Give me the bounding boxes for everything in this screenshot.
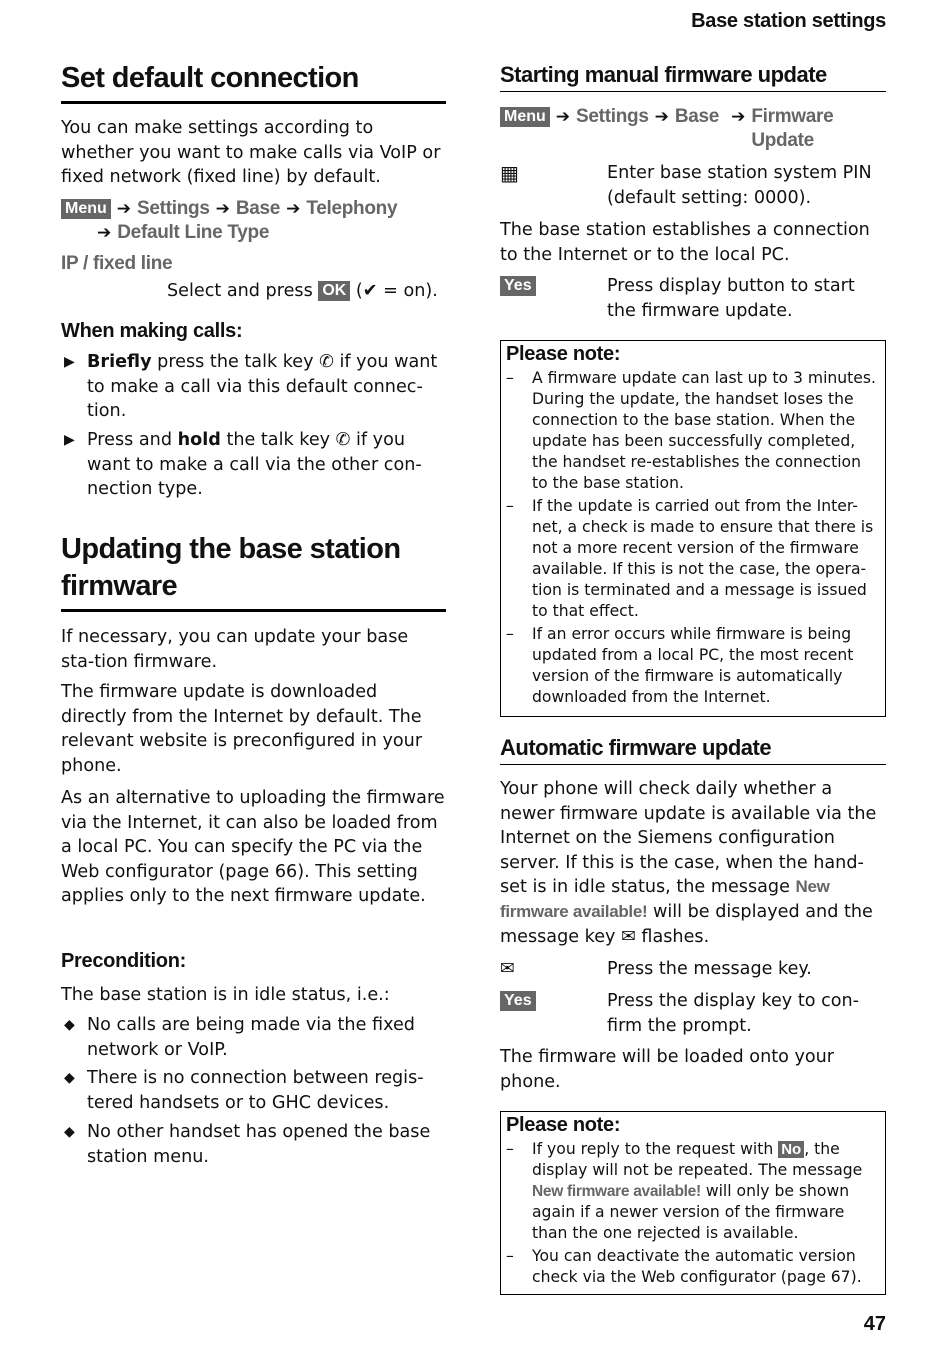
updating-firmware-heading: Updating the base station firmware [61,531,446,612]
new-firmware-display-text: New firmware available! [532,1183,701,1200]
arrow-icon: ➔ [286,199,301,219]
precondition-item: There is no connection between regis-tered handsets or to GHC devices. [87,1068,424,1113]
path-telephony: Telephony [306,198,398,219]
updating-firmware-heading-wrap [61,531,446,612]
new-firmware-display-text: New firmware available! [500,877,830,921]
b2-text-cont: the talk key [226,430,331,450]
auto-text-b: will be displayed and the message key [500,901,873,947]
path-base: Base [235,198,281,219]
message-step-text: Press the message key. [607,959,812,979]
list-item [61,1066,446,1115]
firmware-p1: If necessary, you can update your base sta-tion firmware. [61,627,409,672]
note-text: If you reply to the request with [532,1140,774,1158]
arrow-icon: ➔ [555,107,571,127]
note-text: If an error occurs while firmware is being updated from a local PC, the most recent version of the firmware is automatically downloaded from the Internet. [532,625,854,706]
arrow-icon: ➔ [97,223,112,243]
hold-text: hold [177,430,221,450]
note-item: – You can deactivate the automatic version check via the Web configurator (page 67). [506,1247,862,1286]
note-text: You can deactivate the automatic version check via the Web configurator (page 67). [532,1247,862,1286]
auto-update-text [500,777,886,949]
menu-key: Menu [61,199,111,219]
manual-update-heading-wrap [500,62,886,92]
list-item [61,428,446,502]
no-key: No [778,1141,804,1158]
note-text: will only be shown again if a newer version of the firmware than the one rejected is available. [532,1182,850,1242]
loaded-text: The firmware will be loaded onto your phone. [500,1047,835,1092]
note-item: – If the update is carried out from the Inter-net, a check is made to ensure that there is not a more recent version of the firmware available. If this is not the case, the opera-tion is terminated and a message is issued to that effect. [506,497,874,620]
envelope-icon: ✉ [500,959,515,979]
yes-confirm-text: Press the display key to con-firm the prompt. [607,991,860,1036]
note-text: A firmware update can last up to 3 minutes. During the update, the handset loses the connection to the base station. When the update has been successfully completed, the handset re-establishes the connection to the base station. [532,369,876,492]
menu-key: Menu [500,107,550,127]
arrow-icon: ➔ [116,199,132,219]
set-default-connection-heading-wrap [61,60,446,104]
arrow-icon: ➔ [654,107,669,127]
message-step [500,957,886,983]
manual-update-heading: Starting manual firmware update [500,62,886,92]
note-item: – If you reply to the request with No , the display will not be repeated. The message New firmware available! will only be shown again if a newer version of the firmware than the one rejected is available. [506,1140,863,1242]
diamond-bullet-icon: ◆ [64,1070,75,1086]
arrow-icon: ➔ [215,199,230,219]
list-item [61,350,446,424]
set-default-intro: You can make settings according to whether you want to make calls via VoIP or fixed network (fixed line) by default. [61,118,441,188]
path-default-line-type: Default Line Type [117,222,270,243]
auto-note-box [500,1111,886,1295]
note-title: Please note: [506,1114,621,1136]
checkmark-icon: ✔ [362,281,378,301]
path-settings: Settings [576,106,649,127]
yes-key: Yes [500,991,536,1011]
precondition-text: The base station is in idle status, i.e.: [61,985,390,1005]
menu-path [500,105,886,153]
ok-key: OK [318,281,350,301]
b1-text: press the talk key [157,352,314,372]
keypad-icon: ▦ [500,161,519,185]
firmware-p2: The firmware update is downloaded directly from the Internet by default. The relevant website is preconfigured in your phone. [61,682,423,776]
list-item [61,1013,446,1062]
connection-text: The base station establishes a connection to the Internet or to the local PC. [500,220,870,265]
path-base: Base [674,106,720,127]
option-label: IP / fixed line [61,253,173,274]
b2-text-end: if you want to make a call via the other con-nection type. [87,430,422,500]
precondition-heading: Precondition: [61,950,186,972]
auto-text-a: Your phone will check daily whether a newer firmware update is available via the Internet on the Siemens configuration server. If this is the case, when the hand-set is in idle status, the message [500,779,877,898]
running-header: Base station settings [691,10,886,32]
path-firmware-update: Firmware Update [751,106,834,151]
b1-text-cont: if you want to make a call via this default connec-tion. [87,352,438,422]
diamond-bullet-icon: ◆ [64,1017,75,1033]
yes-step [500,274,886,324]
auto-update-heading: Automatic firmware update [500,735,886,765]
page-number: 47 [863,1313,886,1335]
precondition-item: No other handset has opened the base station menu. [87,1122,431,1167]
note-title: Please note: [506,343,621,365]
yes-text: Press display button to start the firmware update. [607,276,855,321]
pin-step [500,161,886,211]
envelope-icon: ✉ [621,926,636,947]
note-item: – If an error occurs while firmware is being updated from a local PC, the most recent version of the firmware is automatically downloaded from the Internet. [506,625,854,706]
set-default-connection-heading: Set default connection [61,60,446,104]
note-item: – A firmware update can last up to 3 minutes. During the update, the handset loses the connection to the base station. When the update has been successfully completed, the handset re-establishes the connection to the base station. [506,369,876,492]
yes-step [500,989,886,1039]
pin-text: Enter base station system PIN (default setting: 0000). [607,163,872,208]
manual-note-box [500,340,886,717]
firmware-p3: As an alternative to uploading the firmware via the Internet, it can also be loaded from a local PC. You can specify the PC via the Web configurator (page 66). This setting applies only to the next firmware update. [61,788,445,907]
list-item [61,1120,446,1169]
select-text: Select and press [167,281,313,301]
briefly-text: Briefly [87,352,152,372]
yes-key: Yes [500,276,536,296]
precondition-item: No calls are being made via the fixed network or VoIP. [87,1015,415,1060]
auto-text-c: flashes. [641,926,710,947]
when-making-calls-heading: When making calls: [61,320,243,342]
arrow-icon: ➔ [731,107,746,127]
talk-key-icon: ✆ [335,430,351,450]
diamond-bullet-icon: ◆ [64,1124,75,1140]
note-text: , the display will not be repeated. The message [532,1140,863,1179]
select-post-text: = on). [383,281,438,301]
triangle-bullet-icon: ▶ [64,354,75,370]
select-instruction: Select and press OK (✔ = on). [167,281,438,301]
path-settings: Settings [137,198,210,219]
note-text: If the update is carried out from the Inter-net, a check is made to ensure that there is not a more recent version of the firmware available. If this is not the case, the opera-tion is terminated and a message is issued to that effect. [532,497,874,620]
b2-text: Press and [87,430,172,450]
triangle-bullet-icon: ▶ [64,432,75,448]
auto-update-heading-wrap [500,735,886,765]
option-ip-fixed [61,253,446,275]
menu-path [61,197,446,245]
talk-key-icon: ✆ [319,352,334,372]
